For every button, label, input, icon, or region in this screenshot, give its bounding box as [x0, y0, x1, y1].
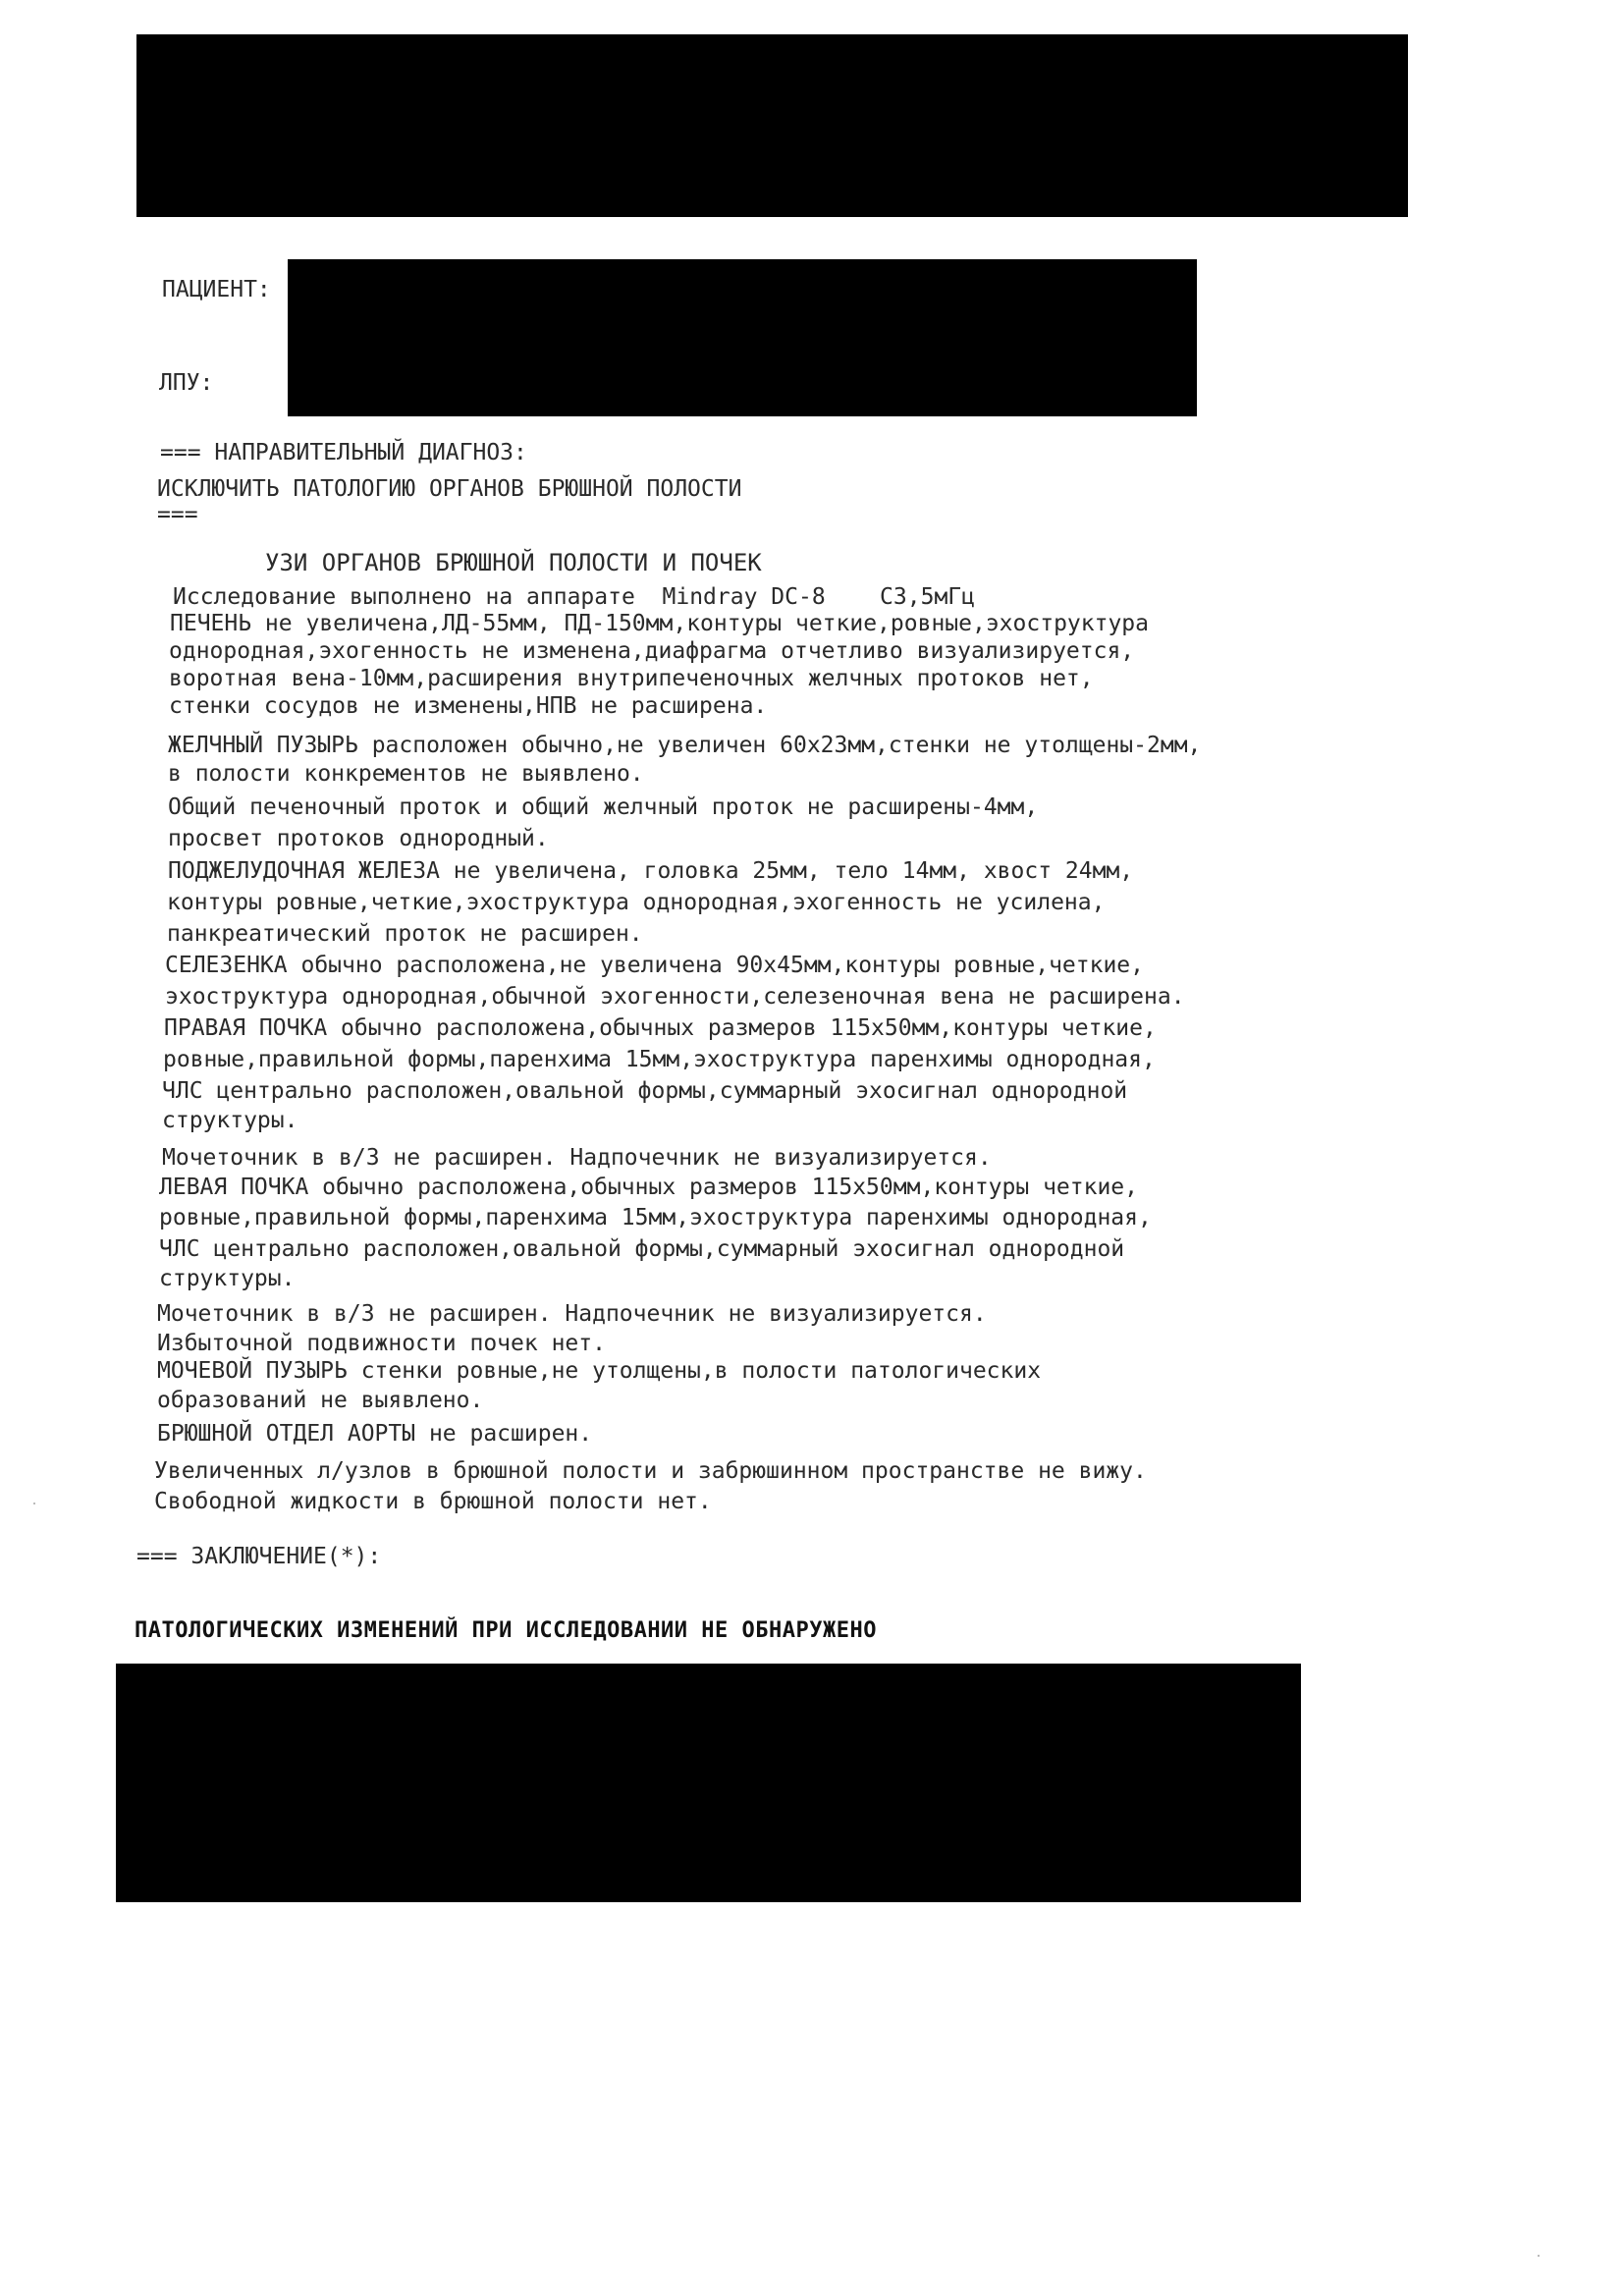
patient-label: ПАЦИЕНТ:: [162, 277, 271, 302]
report-line: ЧЛС центрально расположен,овальной формы,суммарный эхосигнал однородной: [162, 1078, 1128, 1104]
report-line: воротная вена-10мм,расширения внутрипеченочных желчных протоков нет,: [169, 666, 1094, 691]
report-title: УЗИ ОРГАНОВ БРЮШНОЙ ПОЛОСТИ И ПОЧЕК: [265, 549, 762, 576]
report-line: ПОДЖЕЛУДОЧНАЯ ЖЕЛЕЗА не увеличена, головка 25мм, тело 14мм, хвост 24мм,: [168, 858, 1134, 884]
report-line: ПЕЧЕНЬ не увеличена,ЛД-55мм, ПД-150мм,контуры четкие,ровные,эхоструктура: [170, 611, 1149, 636]
redacted-footer: [116, 1664, 1301, 1902]
report-line: эхоструктура однородная,обычной эхогенности,селезеночная вена не расширена.: [165, 984, 1185, 1010]
referral-text: ИСКЛЮЧИТЬ ПАТОЛОГИЮ ОРГАНОВ БРЮШНОЙ ПОЛОСТИ: [157, 476, 742, 502]
report-line: просвет протоков однородный.: [168, 826, 549, 851]
referral-header: === НАПРАВИТЕЛЬНЫЙ ДИАГНОЗ:: [160, 440, 527, 465]
report-line: ровные,правильной формы,паренхима 15мм,эхоструктура паренхимы однородная,: [159, 1205, 1152, 1230]
redacted-header: [136, 34, 1408, 217]
report-line: ровные,правильной формы,паренхима 15мм,эхоструктура паренхимы однородная,: [163, 1047, 1156, 1072]
report-line: Избыточной подвижности почек нет.: [157, 1331, 606, 1356]
report-line: Исследование выполнено на аппарате Mindray DC-8 C3,5мГц: [173, 584, 975, 610]
report-line: МОЧЕВОЙ ПУЗЫРЬ стенки ровные,не утолщены,в полости патологических: [157, 1358, 1042, 1384]
report-line: панкреатический проток не расширен.: [167, 921, 643, 947]
redacted-patient-info: [288, 259, 1197, 416]
report-line: структуры.: [159, 1266, 296, 1291]
report-line: ПРАВАЯ ПОЧКА обычно расположена,обычных размеров 115х50мм,контуры четкие,: [164, 1015, 1157, 1041]
lpu-label: ЛПУ:: [159, 370, 214, 396]
report-line: Увеличенных л/узлов в брюшной полости и забрюшинном пространстве не вижу.: [154, 1458, 1147, 1484]
report-line: СЕЛЕЗЕНКА обычно расположена,не увеличена 90х45мм,контуры ровные,четкие,: [165, 953, 1144, 978]
report-line: Общий печеночный проток и общий желчный проток не расширены-4мм,: [168, 794, 1039, 820]
scan-speck: [1538, 2255, 1540, 2257]
report-line: Мочеточник в в/3 не расширен. Надпочечник не визуализируется.: [162, 1145, 992, 1171]
report-line: однородная,эхогенность не изменена,диафрагма отчетливо визуализируется,: [169, 638, 1135, 664]
report-line: ЧЛС центрально расположен,овальной формы,суммарный эхосигнал однородной: [159, 1236, 1125, 1262]
report-line: образований не выявлено.: [157, 1388, 484, 1413]
report-line: контуры ровные,четкие,эхоструктура однородная,эхогенность не усилена,: [167, 890, 1106, 915]
report-line: Свободной жидкости в брюшной полости нет.: [154, 1489, 712, 1514]
report-line: ЖЕЛЧНЫЙ ПУЗЫРЬ расположен обычно,не увеличен 60х23мм,стенки не утолщены-2мм,: [168, 733, 1202, 758]
referral-closer: ===: [157, 502, 198, 527]
report-line: ЛЕВАЯ ПОЧКА обычно расположена,обычных размеров 115х50мм,контуры четкие,: [159, 1175, 1138, 1200]
report-line: стенки сосудов не изменены,НПВ не расширена.: [169, 693, 768, 719]
report-line: структуры.: [162, 1108, 298, 1133]
report-line: БРЮШНОЙ ОТДЕЛ АОРТЫ не расширен.: [157, 1421, 593, 1447]
conclusion-text: ПАТОЛОГИЧЕСКИХ ИЗМЕНЕНИЙ ПРИ ИССЛЕДОВАНИИ НЕ ОБНАРУЖЕНО: [135, 1618, 877, 1643]
conclusion-header: === ЗАКЛЮЧЕНИЕ(*):: [136, 1544, 382, 1569]
report-line: Мочеточник в в/3 не расширен. Надпочечник не визуализируется.: [157, 1301, 987, 1327]
report-line: в полости конкрементов не выявлено.: [168, 761, 644, 787]
scan-speck: [33, 1503, 35, 1504]
